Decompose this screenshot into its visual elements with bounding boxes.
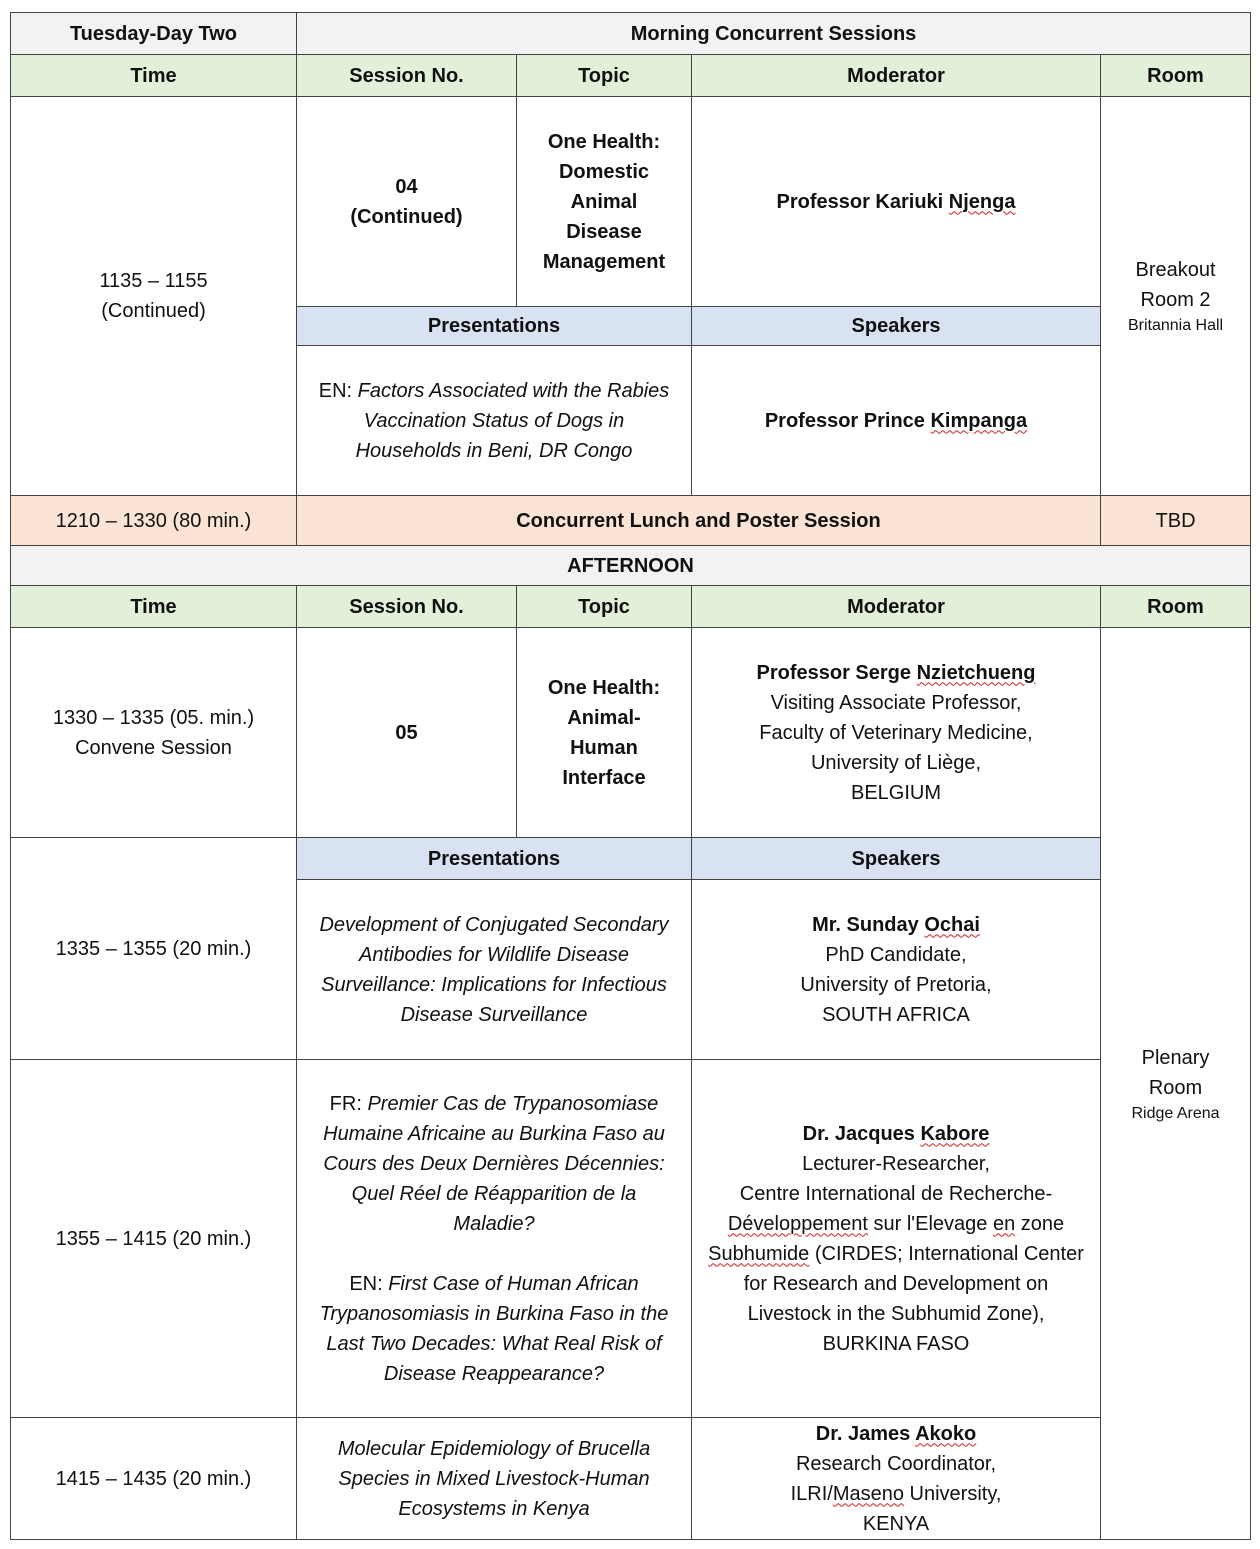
moderator-name-prefix: Professor Kariuki bbox=[776, 190, 949, 213]
header-moderator: Moderator bbox=[692, 586, 1101, 628]
afternoon-session-row bbox=[11, 628, 1251, 838]
speaker-detail: Lecturer-Researcher, bbox=[802, 1152, 990, 1175]
speaker-detail: en bbox=[992, 1212, 1016, 1235]
talk-language: FR: bbox=[329, 1092, 368, 1115]
morning-time-note: (Continued) bbox=[101, 300, 206, 322]
lunch-title: Concurrent Lunch and Poster Session bbox=[297, 496, 1101, 546]
morning-presentation-cell bbox=[297, 346, 692, 496]
afternoon-room-cell bbox=[1101, 628, 1251, 1540]
morning-topic-line: Disease bbox=[566, 220, 642, 243]
room-line: Room bbox=[1148, 1076, 1203, 1099]
speaker-detail: SOUTH AFRICA bbox=[822, 1003, 970, 1026]
afternoon-topic-line: One Health: bbox=[547, 676, 661, 699]
morning-topic-cell bbox=[517, 97, 692, 307]
header-room: Room bbox=[1101, 586, 1251, 628]
afternoon-label: AFTERNOON bbox=[11, 546, 1251, 586]
header-session: Session No. bbox=[297, 586, 517, 628]
speaker-detail: ILRI/ bbox=[790, 1482, 833, 1505]
morning-time: 1135 – 1155 bbox=[99, 270, 208, 292]
speaker-detail: sur l'Elevage bbox=[867, 1212, 993, 1235]
convene-time-cell bbox=[11, 628, 297, 838]
morning-session-row bbox=[11, 97, 1251, 307]
speaker-detail: Subhumide bbox=[708, 1242, 810, 1265]
afternoon-moderator-cell bbox=[692, 628, 1101, 838]
talk-row bbox=[11, 1418, 1251, 1540]
talk-time: 1355 – 1415 (20 min.) bbox=[11, 1060, 297, 1418]
morning-session-cell bbox=[297, 97, 517, 307]
moderator-surname: Nzietchueng bbox=[916, 661, 1036, 684]
speaker-name-prefix: Mr. Sunday bbox=[812, 913, 925, 936]
talk-row bbox=[11, 1060, 1251, 1418]
speaker-name-prefix: Dr. James bbox=[815, 1422, 916, 1445]
afternoon-topic-line: Animal- bbox=[567, 706, 641, 729]
talk-speaker-cell bbox=[692, 880, 1101, 1060]
column-header-row bbox=[11, 55, 1251, 97]
moderator-detail: Visiting Associate Professor, bbox=[770, 691, 1022, 714]
speaker-surname: Kimpanga bbox=[930, 409, 1028, 432]
section-title: Morning Concurrent Sessions bbox=[297, 13, 1251, 55]
afternoon-topic-line: Interface bbox=[562, 766, 646, 789]
moderator-detail: University of Liège, bbox=[810, 751, 982, 774]
speaker-detail: Centre International de Recherche- bbox=[739, 1182, 1053, 1205]
schedule-table bbox=[10, 12, 1251, 1540]
lunch-row bbox=[11, 496, 1251, 546]
header-topic: Topic bbox=[517, 586, 692, 628]
talk-title: Development of Conjugated Secondary Antibodies for Wildlife Disease Surveillance: Implications for Infectious Disease Surveillance bbox=[297, 880, 692, 1060]
room-line: Breakout bbox=[1135, 259, 1216, 281]
header-topic: Topic bbox=[517, 55, 692, 97]
room-venue: Ridge Arena bbox=[1131, 1104, 1220, 1122]
moderator-surname: Njenga bbox=[948, 190, 1016, 213]
speaker-surname: Ochai bbox=[924, 913, 980, 936]
morning-topic-line: Animal bbox=[570, 190, 638, 213]
room-venue: Britannia Hall bbox=[1127, 317, 1224, 334]
morning-time-cell bbox=[11, 97, 297, 496]
room-line: Room 2 bbox=[1140, 289, 1211, 311]
schedule-wrapper bbox=[10, 12, 1251, 1540]
speaker-detail: PhD Candidate, bbox=[825, 943, 967, 966]
moderator-detail: Faculty of Veterinary Medicine, bbox=[759, 721, 1033, 744]
morning-moderator-cell bbox=[692, 97, 1101, 307]
morning-session-note: (Continued) bbox=[350, 205, 463, 228]
talk-time: 1335 – 1355 (20 min.) bbox=[11, 838, 297, 1060]
afternoon-subheader-row bbox=[11, 838, 1251, 880]
afternoon-column-header-row bbox=[11, 586, 1251, 628]
afternoon-topic-line: Human bbox=[570, 736, 638, 759]
morning-topic-line: Management bbox=[542, 250, 666, 273]
speaker-name-prefix: Professor Prince bbox=[764, 409, 931, 432]
talk-time: 1415 – 1435 (20 min.) bbox=[11, 1418, 297, 1540]
morning-room-cell bbox=[1101, 97, 1251, 496]
convene-label: Convene Session bbox=[75, 736, 232, 759]
talk-speaker-cell bbox=[692, 1418, 1101, 1540]
title-row bbox=[11, 13, 1251, 55]
presentation-title: Factors Associated with the Rabies Vaccination Status of Dogs in Households in Beni, DR Congo bbox=[355, 379, 670, 462]
afternoon-label-row bbox=[11, 546, 1251, 586]
subheader-presentations: Presentations bbox=[297, 838, 692, 880]
talk-speaker-cell bbox=[692, 1060, 1101, 1418]
lunch-room: TBD bbox=[1101, 496, 1251, 546]
speaker-detail: Research Coordinator, bbox=[795, 1452, 997, 1475]
speaker-surname: Akoko bbox=[915, 1422, 977, 1445]
speaker-name-prefix: Dr. Jacques bbox=[802, 1122, 921, 1145]
header-session: Session No. bbox=[297, 55, 517, 97]
subheader-speakers: Speakers bbox=[692, 838, 1101, 880]
speaker-detail: University of Pretoria, bbox=[800, 973, 992, 996]
header-time: Time bbox=[11, 586, 297, 628]
talk-title-fr: Premier Cas de Trypanosomiase Humaine Africaine au Burkina Faso au Cours des Deux Dernières Décennies: Quel Réel de Réapparition de la Maladie? bbox=[323, 1092, 665, 1235]
presentation-language: EN: bbox=[318, 379, 358, 402]
speaker-detail: (CIRDES; International Center for Research and Development on Livestock in the Subhumid Zone), bbox=[743, 1242, 1084, 1325]
convene-time: 1330 – 1335 (05. min.) bbox=[52, 706, 255, 729]
paragraph-gap bbox=[315, 1239, 673, 1269]
talk-language: EN: bbox=[349, 1272, 389, 1295]
speaker-detail: Développement bbox=[727, 1212, 868, 1235]
morning-topic-line: Domestic bbox=[558, 160, 650, 183]
speaker-detail: BURKINA FASO bbox=[822, 1332, 970, 1355]
subheader-presentations: Presentations bbox=[297, 307, 692, 346]
subheader-speakers: Speakers bbox=[692, 307, 1101, 346]
speaker-detail: KENYA bbox=[862, 1512, 930, 1535]
afternoon-topic-cell bbox=[517, 628, 692, 838]
lunch-time: 1210 – 1330 (80 min.) bbox=[11, 496, 297, 546]
header-time: Time bbox=[11, 55, 297, 97]
speaker-detail: University, bbox=[903, 1482, 1002, 1505]
day-label: Tuesday-Day Two bbox=[11, 13, 297, 55]
talk-title: Molecular Epidemiology of Brucella Species in Mixed Livestock-Human Ecosystems in Kenya bbox=[297, 1418, 692, 1540]
morning-session-number: 04 bbox=[395, 175, 418, 198]
speaker-detail: Maseno bbox=[832, 1482, 904, 1505]
afternoon-session-number: 05 bbox=[297, 628, 517, 838]
header-room: Room bbox=[1101, 55, 1251, 97]
talk-title-cell bbox=[297, 1060, 692, 1418]
speaker-surname: Kabore bbox=[920, 1122, 990, 1145]
moderator-detail: BELGIUM bbox=[850, 781, 942, 804]
moderator-name-prefix: Professor Serge bbox=[756, 661, 917, 684]
room-line: Plenary bbox=[1141, 1046, 1210, 1069]
header-moderator: Moderator bbox=[692, 55, 1101, 97]
morning-speaker-cell bbox=[692, 346, 1101, 496]
speaker-detail: zone bbox=[1015, 1212, 1065, 1235]
talk-title-en: First Case of Human African Trypanosomiasis in Burkina Faso in the Last Two Decades: What Real Risk of Disease Reappearance? bbox=[319, 1272, 669, 1385]
morning-topic-line: One Health: bbox=[547, 130, 661, 153]
